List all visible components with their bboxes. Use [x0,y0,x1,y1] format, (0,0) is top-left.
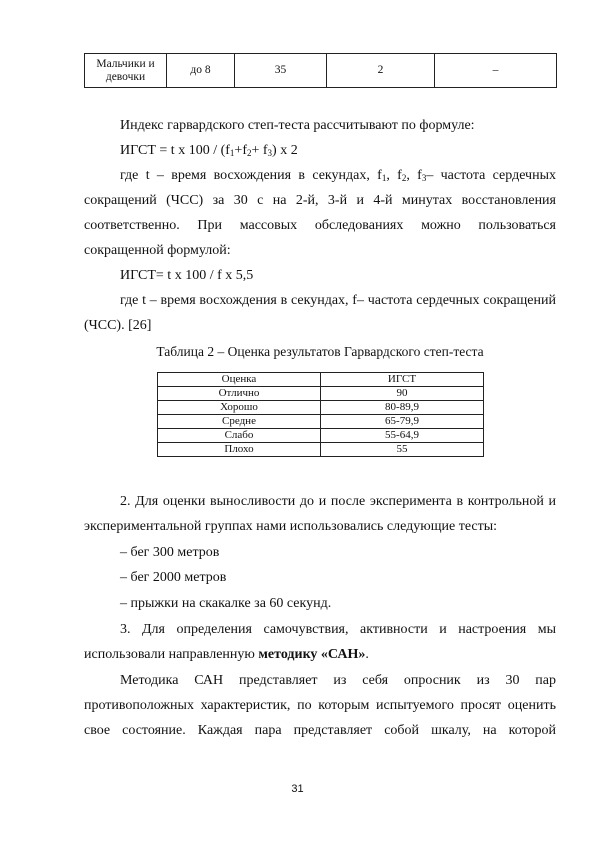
table-cell: Средне [158,415,321,429]
list-item: – прыжки на скакалке за 60 секунд. [120,596,332,611]
paragraph-line: соответственно. При массовых обследованиях можно пользоваться [84,218,556,233]
formula-harvard [120,143,556,159]
paragraph-line: 2. Для оценки выносливости до и после эксперимента в контрольной и [120,494,556,509]
text-part: где t – время восхождения в секундах, f [120,168,382,183]
column-header-index: ИГСТ [321,373,484,387]
continued-table [84,53,557,88]
table-cell-value: 2 [327,54,435,88]
list-item: – бег 2000 метров [120,570,227,585]
page-number: 31 [291,783,304,795]
subscript: 1 [381,173,387,183]
table-row [158,401,484,415]
table-header-row [158,373,484,387]
formula-part: ИГСТ = t х 100 / (f [120,143,230,158]
table-cell: 55-64,9 [321,429,484,443]
paragraph-line: сокращений (ЧСС) за 30 с на 2-й, 3-й и 4-й минутах восстановления [84,193,556,208]
table-cell-value: 35 [235,54,327,88]
table-caption: Таблица 2 – Оценка результатов Гарвардского степ-теста [156,344,484,359]
table-cell-value: – [435,54,557,88]
paragraph-line: Индекс гарвардского степ-теста рассчитывают по формуле: [120,118,475,133]
table-cell: 55 [321,443,484,457]
list-item: – бег 300 метров [120,545,220,560]
paragraph-line: 3. Для определения самочувствия, активности и настроения мы [120,622,556,637]
formula-subscript: 1 [229,148,235,158]
table-cell: Хорошо [158,401,321,415]
table-cell-group: Мальчики и девочки [85,54,167,88]
table-row [158,429,484,443]
column-header-grade: Оценка [158,373,321,387]
text-part: , f [386,168,402,183]
paragraph-line: Методика САН представляет из себя опросник из 30 пар [120,673,556,688]
table-cell: Слабо [158,429,321,443]
text-part: использовали направленную [84,647,259,662]
formula-part: ) х 2 [272,143,298,158]
table-cell: Отлично [158,387,321,401]
table-row [158,415,484,429]
paragraph-line: где t – время восхождения в секундах, f– частота сердечных сокращений [120,293,556,308]
formula-part: + f [251,143,268,158]
formula-short: ИГСТ= t х 100 / f х 5,5 [120,268,254,283]
paragraph-line: (ЧСС). [26] [84,318,152,333]
harvard-grade-table [157,372,484,457]
text-part: . [365,647,369,662]
table-row [158,443,484,457]
subscript: 3 [421,173,427,183]
table-row [85,54,557,88]
paragraph-line [84,647,556,663]
paragraph-line: экспериментальной группах нами использовались следующие тесты: [84,519,498,534]
table-cell: 65-79,9 [321,415,484,429]
text-part: – частота сердечных [426,168,556,183]
formula-part: +f [234,143,247,158]
formula-subscript: 2 [246,148,252,158]
table-cell: Плохо [158,443,321,457]
paragraph-line: сокращенной формулой: [84,243,231,258]
text-part: , f [406,168,422,183]
table-cell: 90 [321,387,484,401]
table-cell-age: до 8 [167,54,235,88]
paragraph-line: противоположных характеристик, по которым испытуемого просят оценить [84,698,556,713]
paragraph-line: свое состояние. Каждая пара представляет собой шкалу, на которой [84,723,556,738]
formula-subscript: 3 [267,148,273,158]
subscript: 2 [401,173,407,183]
table-row [158,387,484,401]
method-name-bold: методику «САН» [258,647,366,662]
paragraph-line [120,168,556,184]
table-cell: 80-89,9 [321,401,484,415]
